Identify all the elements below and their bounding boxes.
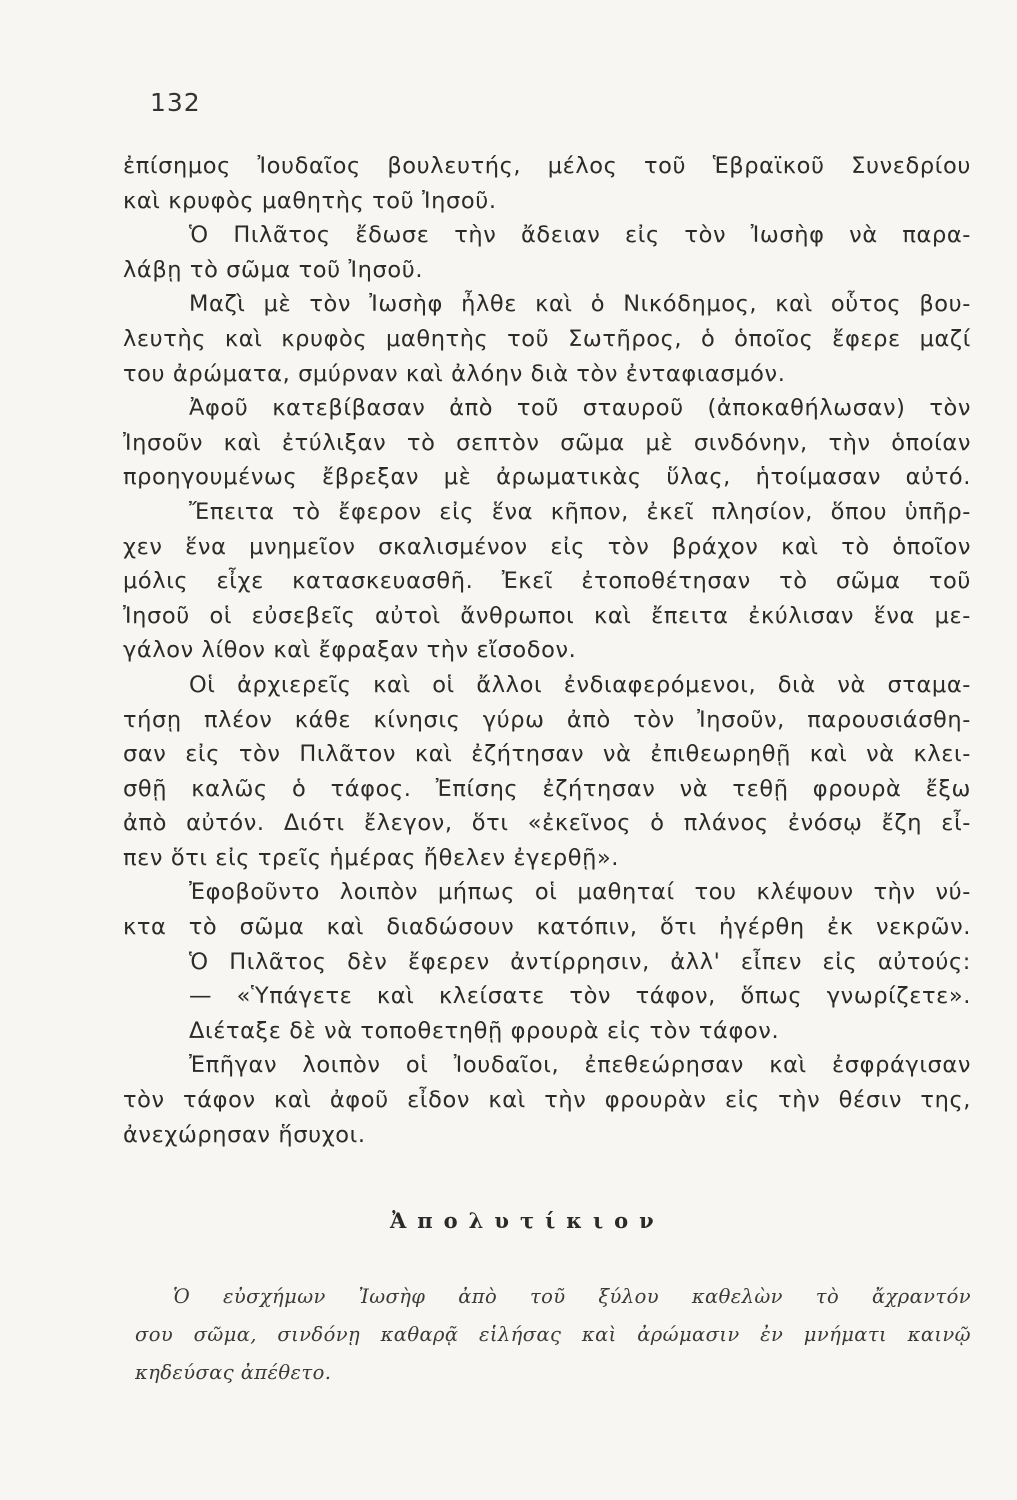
text-line: Μαζὶ μὲ τὸν Ἰωσὴφ ἦλθε καὶ ὁ Νικόδημος, καὶ οὗτος βου- — [189, 291, 971, 318]
hymn-line: Ὁ εὐσχήμων Ἰωσὴφ ἀπὸ τοῦ ξύλου καθελὼν τὸ ἄχραντόν — [173, 1285, 971, 1308]
hymn-line: σου σῶμα, σινδόνῃ καθαρᾷ εἱλήσας καὶ ἀρώμασιν ἐν μνήματι καινῷ — [135, 1323, 971, 1346]
body-text — [123, 149, 971, 1152]
text-line: Ἀφοῦ κατεβίβασαν ἀπὸ τοῦ σταυροῦ (ἀποκαθήλωσαν) τὸν — [189, 395, 971, 422]
section-heading: Ἀπολυτίκιον — [390, 1208, 665, 1233]
text-line: ἀνεχώρησαν ἥσυχοι. — [123, 1121, 366, 1148]
text-line: χεν ἕνα μνημεῖον σκαλισμένον εἰς τὸν βράχον καὶ τὸ ὁποῖον — [123, 533, 971, 560]
text-line: Διέταξε δὲ νὰ τοποθετηθῇ φρουρὰ εἰς τὸν τάφον. — [189, 1017, 780, 1044]
text-line: λευτὴς καὶ κρυφὸς μαθητὴς τοῦ Σωτῆρος, ὁ ὁποῖος ἔφερε μαζί — [123, 325, 971, 352]
text-line: τήσῃ πλέον κάθε κίνησις γύρω ἀπὸ τὸν Ἰησοῦν, παρουσιάσθη- — [123, 706, 971, 733]
text-line: ἐπίσημος Ἰουδαῖος βουλευτής, μέλος τοῦ Ἑβραϊκοῦ Συνεδρίου — [123, 153, 971, 179]
text-line: σθῇ καλῶς ὁ τάφος. Ἐπίσης ἐζήτησαν νὰ τεθῇ φρουρὰ ἔξω — [123, 775, 971, 802]
text-line: Ὁ Πιλᾶτος ἔδωσε τὴν ἄδειαν εἰς τὸν Ἰωσὴφ νὰ παρα- — [189, 222, 971, 249]
text-line: Ἐπῆγαν λοιπὸν οἱ Ἰουδαῖοι, ἐπεθεώρησαν καὶ ἐσφράγισαν — [189, 1052, 971, 1079]
text-line: λάβῃ τὸ σῶμα τοῦ Ἰησοῦ. — [123, 256, 424, 283]
text-line: Ἔπειτα τὸ ἔφερον εἰς ἕνα κῆπον, ἐκεῖ πλησίον, ὅπου ὑπῆρ- — [189, 498, 971, 525]
text-line: σαν εἰς τὸν Πιλᾶτον καὶ ἐζήτησαν νὰ ἐπιθεωρηθῇ καὶ νὰ κλει- — [123, 741, 971, 768]
text-line: του ἀρώματα, σμύρναν καὶ ἀλόην διὰ τὸν ἐνταφιασμόν. — [123, 360, 786, 387]
text-line: προηγουμένως ἔβρεξαν μὲ ἀρωματικὰς ὕλας, ἡτοίμασαν αὐτό. — [123, 464, 971, 491]
text-line: Ὁ Πιλᾶτος δὲν ἔφερεν ἀντίρρησιν, ἀλλ' εἶπεν εἰς αὐτούς: — [189, 948, 971, 975]
text-line: Ἰησοῦ οἱ εὐσεβεῖς αὐτοὶ ἄνθρωποι καὶ ἔπειτα ἐκύλισαν ἕνα με- — [123, 602, 971, 629]
text-line: κτα τὸ σῶμα καὶ διαδώσουν κατόπιν, ὅτι ἠγέρθη ἐκ νεκρῶν. — [123, 914, 971, 941]
hymn-text — [135, 1278, 971, 1392]
text-line: πεν ὅτι εἰς τρεῖς ἡμέρας ἤθελεν ἐγερθῇ». — [123, 844, 620, 871]
text-line: ἀπὸ αὐτόν. Διότι ἔλεγον, ὅτι «ἐκεῖνος ὁ πλάνος ἐνόσῳ ἔζη εἶ- — [123, 810, 971, 837]
text-line: γάλον λίθον καὶ ἔφραξαν τὴν εἴσοδον. — [123, 637, 577, 664]
text-line: — «Ὑπάγετε καὶ κλείσατε τὸν τάφον, ὅπως γνωρίζετε». — [189, 983, 971, 1010]
text-line: Ἐφοβοῦντο λοιπὸν μήπως οἱ μαθηταί του κλέψουν τὴν νύ- — [189, 879, 971, 906]
text-line: Οἱ ἀρχιερεῖς καὶ οἱ ἄλλοι ἐνδιαφερόμενοι, διὰ νὰ σταμα- — [189, 671, 971, 698]
text-line: καὶ κρυφὸς μαθητὴς τοῦ Ἰησοῦ. — [123, 187, 497, 214]
text-line: μόλις εἶχε κατασκευασθῆ. Ἐκεῖ ἐτοποθέτησαν τὸ σῶμα τοῦ — [123, 568, 971, 595]
text-line: τὸν τάφον καὶ ἀφοῦ εἶδον καὶ τὴν φρουρὰν εἰς τὴν θέσιν της, — [123, 1087, 971, 1114]
page-number: 132 — [150, 88, 201, 117]
text-line: Ἰησοῦν καὶ ἐτύλιξαν τὸ σεπτὸν σῶμα μὲ σινδόνην, τὴν ὁποίαν — [123, 429, 971, 456]
hymn-line: κηδεύσας ἀπέθετο. — [135, 1361, 332, 1384]
